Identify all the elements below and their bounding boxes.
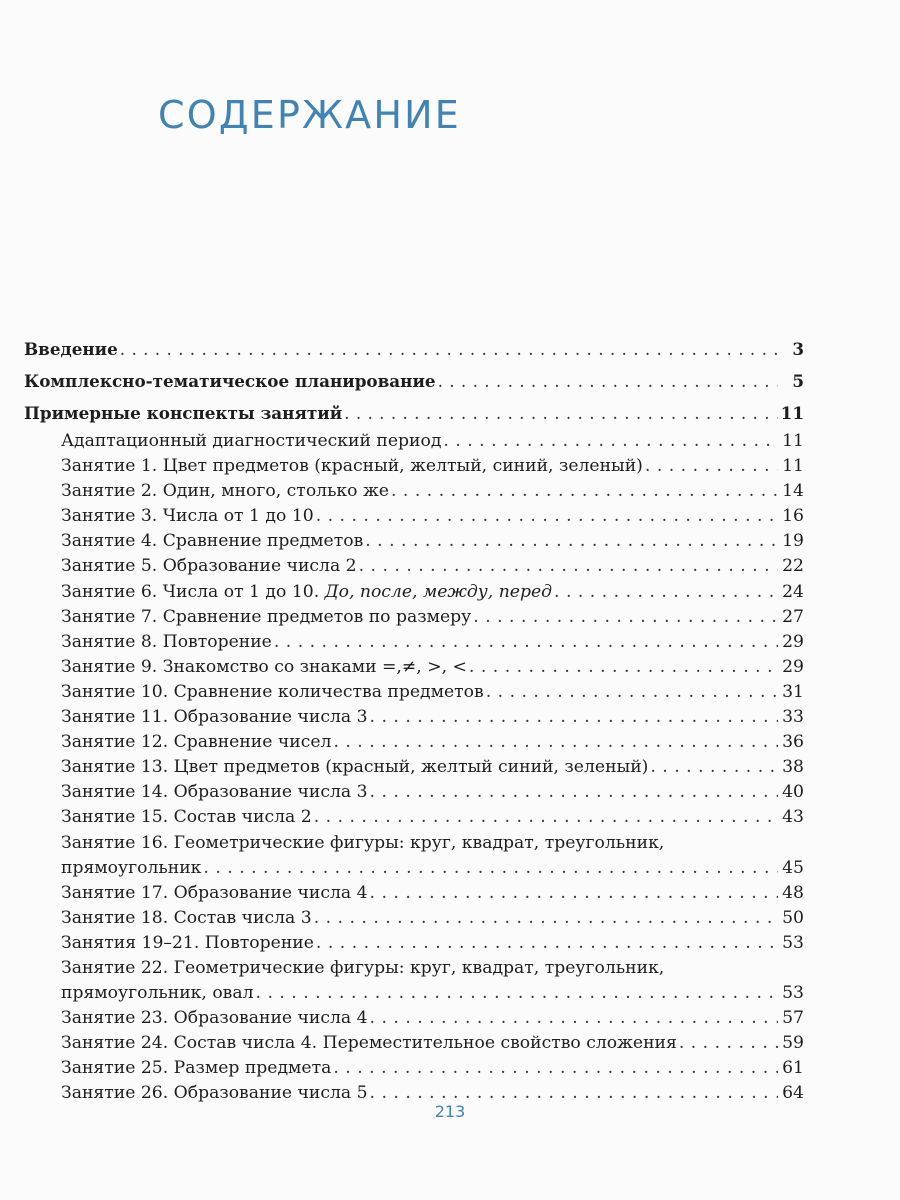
toc-entry-page: 5: [792, 371, 804, 391]
toc-entry-page: 29: [782, 656, 804, 677]
toc-entry-page: 33: [782, 707, 804, 728]
toc-entry-label: Занятие 24. Состав числа 4. Переместительное свойство сложения: [61, 1033, 677, 1054]
toc-entry: [24, 529, 804, 554]
toc-entry-label: Занятие 17. Образование числа 4: [61, 882, 368, 903]
toc-entry-page: 3: [792, 339, 804, 359]
dot-leader: [486, 680, 778, 705]
toc-entry-page: 40: [782, 782, 804, 803]
toc-entry: [24, 504, 804, 529]
toc-entry-page: 19: [782, 531, 804, 552]
toc-entry-label: Занятие 2. Один, много, столько же: [61, 481, 389, 502]
dot-leader: [344, 397, 778, 429]
toc-entry-label: Занятия 19–21. Повторение: [61, 932, 314, 953]
toc-entry-page: 59: [782, 1033, 804, 1054]
toc-entry-label: Занятие 15. Состав числа 2: [61, 807, 312, 828]
toc-entry-label: Занятие 12. Сравнение чисел: [61, 732, 332, 753]
toc-entry-page: 11: [780, 403, 804, 423]
toc-entry-page: 36: [782, 732, 804, 753]
toc-entry: [24, 630, 804, 655]
toc-entry-page: 29: [782, 631, 804, 652]
dot-leader: [203, 856, 778, 881]
toc-entry: [24, 333, 804, 365]
toc-entry-label: Занятие 22. Геометрические фигуры: круг, квадрат, треугольник,: [61, 957, 665, 978]
toc-entry-page: 53: [782, 932, 804, 953]
toc-entry: [24, 1031, 804, 1056]
toc-entry: [24, 755, 804, 780]
toc-entry-label: Занятие 16. Геометрические фигуры: круг, квадрат, треугольник,: [61, 832, 665, 853]
toc-entry-label: Введение: [24, 339, 118, 359]
page-title: СОДЕРЖАНИЕ: [158, 93, 461, 138]
dot-leader: [438, 365, 778, 397]
dot-leader: [443, 429, 778, 454]
dot-leader: [650, 755, 778, 780]
toc-entry-label: Занятие 8. Повторение: [61, 631, 272, 652]
toc-entry: [24, 429, 804, 454]
toc-entry-page: 31: [782, 681, 804, 702]
dot-leader: [370, 705, 778, 730]
toc-entry-page: 11: [782, 456, 804, 477]
dot-leader: [256, 981, 778, 1006]
toc-entry: [24, 931, 804, 956]
toc-entry: [24, 856, 804, 881]
dot-leader: [370, 881, 778, 906]
toc-entry-label: Занятие 14. Образование числа 3: [61, 782, 368, 803]
toc-entry: [24, 881, 804, 906]
toc-entry-label: Примерные конспекты занятий: [24, 403, 343, 423]
toc-entry: [24, 479, 804, 504]
toc-entry: [24, 397, 804, 429]
dot-leader: [316, 931, 778, 956]
toc-entry: [24, 705, 804, 730]
toc-entry: [24, 730, 804, 755]
toc-entry: [24, 1056, 804, 1081]
toc-entry-page: 14: [782, 481, 804, 502]
toc-entry-page: 43: [782, 807, 804, 828]
toc-entry: [24, 831, 804, 856]
toc-entry-page: 61: [782, 1058, 804, 1079]
toc-entry: [24, 906, 804, 931]
toc-entry-label: Адаптационный диагностический период: [61, 431, 442, 451]
toc-entry-label: Занятие 18. Состав числа 3: [61, 907, 312, 928]
toc-entry: [24, 580, 804, 605]
dot-leader: [120, 333, 778, 365]
dot-leader: [274, 630, 778, 655]
toc-entry-label: Занятие 9. Знакомство со знаками =,≠, >, <: [61, 656, 467, 677]
toc-entry-label: Комплексно-тематическое планирование: [24, 371, 436, 391]
page-number: 213: [434, 1102, 466, 1121]
toc-entry: [24, 780, 804, 805]
toc-entry-label: Занятие 3. Числа от 1 до 10: [61, 506, 314, 527]
dot-leader: [314, 805, 778, 830]
toc-entry: [24, 981, 804, 1006]
toc-entry-page: 57: [782, 1008, 804, 1029]
toc-entry: [24, 605, 804, 630]
toc-entry: [24, 680, 804, 705]
dot-leader: [473, 605, 778, 630]
toc-entry: [24, 554, 804, 579]
dot-leader: [333, 1056, 778, 1081]
toc-entry-label: Занятие 26. Образование числа 5: [61, 1083, 368, 1104]
dot-leader: [314, 906, 778, 931]
toc-entry-page: 48: [782, 882, 804, 903]
dot-leader: [554, 580, 778, 605]
dot-leader: [365, 529, 778, 554]
dot-leader: [370, 780, 778, 805]
toc-entry-label: прямоугольник: [61, 857, 202, 878]
dot-leader: [316, 504, 778, 529]
toc-entry-page: 50: [782, 907, 804, 928]
dot-leader: [469, 655, 778, 680]
toc-entry: [24, 805, 804, 830]
toc-entry: [24, 1006, 804, 1031]
toc-entry-page: 45: [782, 857, 804, 878]
dot-leader: [391, 479, 778, 504]
toc-entry: [24, 365, 804, 397]
toc-entry-label: Занятие 6. Числа от 1 до 10. До, после, между, перед: [61, 581, 553, 602]
toc-entry: [24, 454, 804, 479]
toc-entry-page: 22: [782, 556, 804, 577]
toc-entry-page: 64: [782, 1083, 804, 1104]
dot-leader: [679, 1031, 778, 1056]
toc-entry-label: Занятие 4. Сравнение предметов: [61, 531, 364, 552]
table-of-contents: [24, 333, 804, 1107]
toc-entry-label: Занятие 7. Сравнение предметов по размеру: [61, 606, 472, 627]
toc-entry-label: Занятие 13. Цвет предметов (красный, желтый синий, зеленый): [61, 757, 649, 778]
dot-leader: [359, 554, 778, 579]
toc-entry-label: Занятие 10. Сравнение количества предметов: [61, 681, 484, 702]
dot-leader: [333, 730, 778, 755]
toc-entry: [24, 655, 804, 680]
toc-entry-label: Занятие 25. Размер предмета: [61, 1058, 332, 1079]
toc-entry-page: 24: [782, 581, 804, 602]
toc-entry-label: Занятие 1. Цвет предметов (красный, желтый, синий, зеленый): [61, 456, 643, 477]
toc-entry-label: Занятие 5. Образование числа 2: [61, 556, 357, 577]
dot-leader: [645, 454, 778, 479]
toc-entry-page: 16: [782, 506, 804, 527]
toc-entry: [24, 956, 804, 981]
toc-entry-page: 11: [782, 431, 804, 451]
toc-entry-page: 53: [782, 983, 804, 1004]
dot-leader: [370, 1006, 778, 1031]
toc-entry-label: Занятие 23. Образование числа 4: [61, 1008, 368, 1029]
toc-entry-label: Занятие 11. Образование числа 3: [61, 707, 368, 728]
toc-entry-label: прямоугольник, овал: [61, 983, 254, 1004]
toc-entry-page: 38: [782, 757, 804, 778]
toc-entry-page: 27: [782, 606, 804, 627]
